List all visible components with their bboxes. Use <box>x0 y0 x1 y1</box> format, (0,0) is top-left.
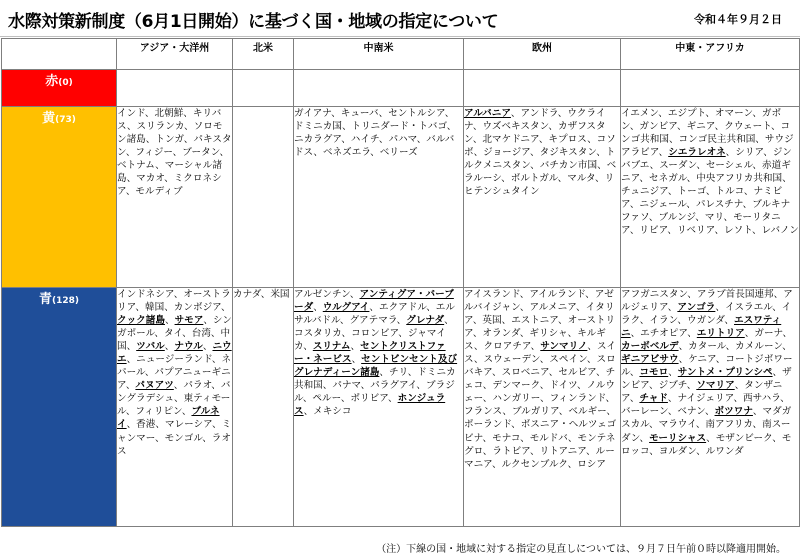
country-name-designated: クック諸島 <box>117 315 165 327</box>
country-name-designated: コモロ <box>639 367 669 379</box>
country-list-text: 、 <box>350 341 361 353</box>
column-header-europe: 欧州 <box>464 39 621 70</box>
country-name-designated: サンマリノ <box>540 341 588 353</box>
country-name-designated: サントメ・プリンシペ <box>677 367 773 379</box>
country-list-text: 、ザンビア、ジブチ、 <box>621 367 792 392</box>
cell-red-asia-pacific <box>117 70 233 107</box>
country-list-text: 、香港、マレーシア、ミャンマー、モンゴル、ラオス <box>117 419 232 457</box>
cell-red-middle-east-africa <box>621 70 800 107</box>
level-count: (128) <box>52 296 80 306</box>
column-header-latin-america: 中南米 <box>294 39 464 70</box>
country-name-designated: チャド <box>639 393 668 405</box>
country-name-designated: ホンジュラス <box>294 393 446 418</box>
row-red <box>2 70 800 107</box>
date-label: 令和４年９月２日 <box>694 13 782 26</box>
country-name-designated: ブルネイ <box>117 406 220 431</box>
cell-blue-middle-east-africa <box>621 288 800 527</box>
country-list-text: 、スイス、スウェーデン、スペイン、スロバキア、スロベニア、セルビア、チェコ、デンマーク、ドイツ、ノルウェー、ハンガリー、フィンランド、フランス、ブルガリア、ベルギー、ポーランド、ボスニア・ヘルツェゴビナ、モナコ、モルドバ、モンテネグロ、ラトビア、リトアニア、ルーマニア、ルクセンブルク、ロシア <box>464 341 617 470</box>
corner-cell <box>2 39 117 70</box>
column-header-asia-pacific: アジア・大洋州 <box>117 39 233 70</box>
country-name-designated: ナウル <box>174 341 203 353</box>
country-name-designated: モーリシャス <box>649 432 707 444</box>
country-list-text: ガイアナ、キューバ、セントルシア、ドミニカ国、トリニダード・トバゴ、ニカラグア、ハイチ、パハマ、バルバドス、ベネズエラ、ベリーズ <box>294 108 457 159</box>
country-name-designated: カーボベルデ <box>621 341 679 353</box>
country-list-text: 、ケニア、コートジボワール、 <box>621 354 793 379</box>
footnote: （注）下線の国・地域に対する指定の見直しについては、９月７日午前０時以降適用開始。 <box>376 544 786 555</box>
cell-blue-latin-america <box>294 288 464 527</box>
country-name-designated: パヌアツ <box>135 380 174 392</box>
country-name-designated: アンゴラ <box>677 302 716 314</box>
country-list-text: 、メキシコ <box>303 406 352 418</box>
country-name-designated: セントクリストファー・ネービス <box>294 341 446 366</box>
level-name: 赤 <box>45 74 59 89</box>
level-name: 黄 <box>42 111 56 126</box>
country-list-text: 、 <box>351 354 362 366</box>
country-list-text: 、シンガポール、タイ、台湾、中国、 <box>117 315 232 353</box>
country-name-designated: スリナム <box>312 341 351 353</box>
country-list-text: 、ガーナ、 <box>744 328 793 340</box>
level-count: (0) <box>58 78 73 88</box>
country-list-text: 、ニュージーランド、ネパール、パプアニューギニア、 <box>117 354 232 392</box>
country-name-designated: ギニアビサウ <box>621 354 679 366</box>
column-header-middle-east-africa: 中東・アフリカ <box>621 39 800 70</box>
row-blue <box>2 288 800 527</box>
cell-yellow-middle-east-africa <box>621 107 800 288</box>
cell-blue-north-america <box>233 288 294 527</box>
cell-red-latin-america <box>294 70 464 107</box>
country-list-text: アルゼンチン、 <box>294 289 360 300</box>
country-list-text: 、パラオ、バングラデシュ、東ティモール、フィリピン、 <box>117 380 231 418</box>
country-list-text: 、エクアドル、エルサルバドル、グアテマラ、 <box>294 302 455 327</box>
country-designation-table <box>1 38 800 527</box>
country-list-text: 、 <box>164 315 175 327</box>
cell-yellow-north-america <box>233 107 294 288</box>
row-yellow <box>2 107 800 288</box>
level-name: 青 <box>38 292 52 307</box>
country-list-text: 、シリア、ジンバブエ、スーダン、セーシェル、赤道ギニア、セネガル、中央アフリカ共和国、チュニジア、トーゴ、トルコ、ナミビア、ニジェール、パレスチナ、ブルキナファソ、ブルンジ、マリ、モーリタニア、リビア、リベリア、レソト、レバノン <box>621 147 799 237</box>
cell-yellow-europe <box>464 107 621 288</box>
country-name-designated: エリトリア <box>696 328 745 340</box>
country-list-text: 、 <box>313 302 323 314</box>
level-label-blue <box>2 288 117 527</box>
country-name-designated: アルバニア <box>464 108 511 119</box>
country-name-designated: ソマリア <box>696 380 735 392</box>
country-list-text: 、 <box>668 367 678 379</box>
country-name-designated: アンティグア・バーブーダ <box>294 289 454 314</box>
country-name-designated: セントビンセント及びグレナディーン諸島 <box>294 354 458 379</box>
country-list-text: イエメン、エジプト、オマーン、ガボン、ガンビア、ギニア、クウェート、コンゴ共和国、コンゴ民主共和国、サウジアラビア、 <box>621 108 794 159</box>
country-list-text: インドネシア、オーストラリア、韓国、カンボジア、 <box>117 289 231 314</box>
country-list-text: 、コスタリカ、コロンビア、ジャマイカ、 <box>294 315 454 353</box>
country-list-text: アイスランド、アイルランド、アゼルバイジャン、アルメニア、イタリア、英国、エストニア、オーストリア、オランダ、ギリシャ、キルギス、クロアチア、 <box>464 289 616 353</box>
country-list-text: 、カタール、カメルーン、 <box>678 341 792 353</box>
country-list-text: 、 <box>202 341 213 353</box>
country-list-text: アフガニスタン、アラブ首長国連邦、アルジェリア、 <box>621 289 793 314</box>
country-name-designated: サモア <box>174 315 204 327</box>
cell-yellow-asia-pacific <box>117 107 233 288</box>
country-list-text: 、エチオピア、 <box>630 328 697 340</box>
level-label-red <box>2 70 117 107</box>
country-list-text: インド、北朝鮮、キリバス、スリランカ、ソロモン諸島、トンガ、パキスタン、フィジー、ブータン、ベトナム、マーシャル諸島、マカオ、ミクロネシア、モルディブ <box>117 108 232 198</box>
country-name-designated: ボツワナ <box>714 406 753 418</box>
page-title: 水際対策新制度（6月1日開始）に基づく国・地域の指定について <box>8 12 499 32</box>
country-list-text: 、モザンビーク、モロッコ、ヨルダン、ルワンダ <box>621 432 792 457</box>
country-list-text: 、アンドラ、ウクライナ、ウズベキスタン、カザフスタン、北マケドニア、キプロス、コソボ、ジョージア、タジキスタン、トルクメニスタン、バチカン市国、ベラルーシ、ボルトガル、マルタ、リヒテンシュタイン <box>464 108 617 198</box>
column-header-row <box>2 39 800 70</box>
level-label-yellow <box>2 107 117 288</box>
country-list-text: 、マダガスカル、マラウイ、南アフリカ、南スーダン、 <box>621 406 792 444</box>
country-name-designated: ツバル <box>136 341 165 353</box>
country-list-text: 、タンザニア、 <box>621 380 783 405</box>
cell-yellow-latin-america <box>294 107 464 288</box>
cell-red-europe <box>464 70 621 107</box>
header <box>0 0 800 37</box>
country-list-text: 、イスラエル、イラク、イラン、ウガンダ、 <box>621 302 792 327</box>
cell-blue-europe <box>464 288 621 527</box>
cell-red-north-america <box>233 70 294 107</box>
country-list-text: 、 <box>164 341 175 353</box>
country-name-designated: ニウエ <box>117 341 232 366</box>
country-list-text: カナダ、米国 <box>233 289 290 300</box>
column-header-north-america: 北米 <box>233 39 294 70</box>
country-name-designated: ウルグアイ <box>322 302 370 314</box>
country-name-designated: グレナダ <box>406 315 445 327</box>
country-name-designated: エスワティニ <box>621 315 782 340</box>
level-count: (73) <box>55 115 76 125</box>
country-list-text: 、チリ、ドミニカ共和国、パナマ、パラグアイ、ブラジル、ペルー、ボリビア、 <box>294 367 456 405</box>
country-list-text: 、ナイジェリア、西サハラ、バーレーン、ベナン、 <box>621 393 790 418</box>
country-name-designated: シエラレオネ <box>668 147 726 159</box>
cell-blue-asia-pacific <box>117 288 233 527</box>
